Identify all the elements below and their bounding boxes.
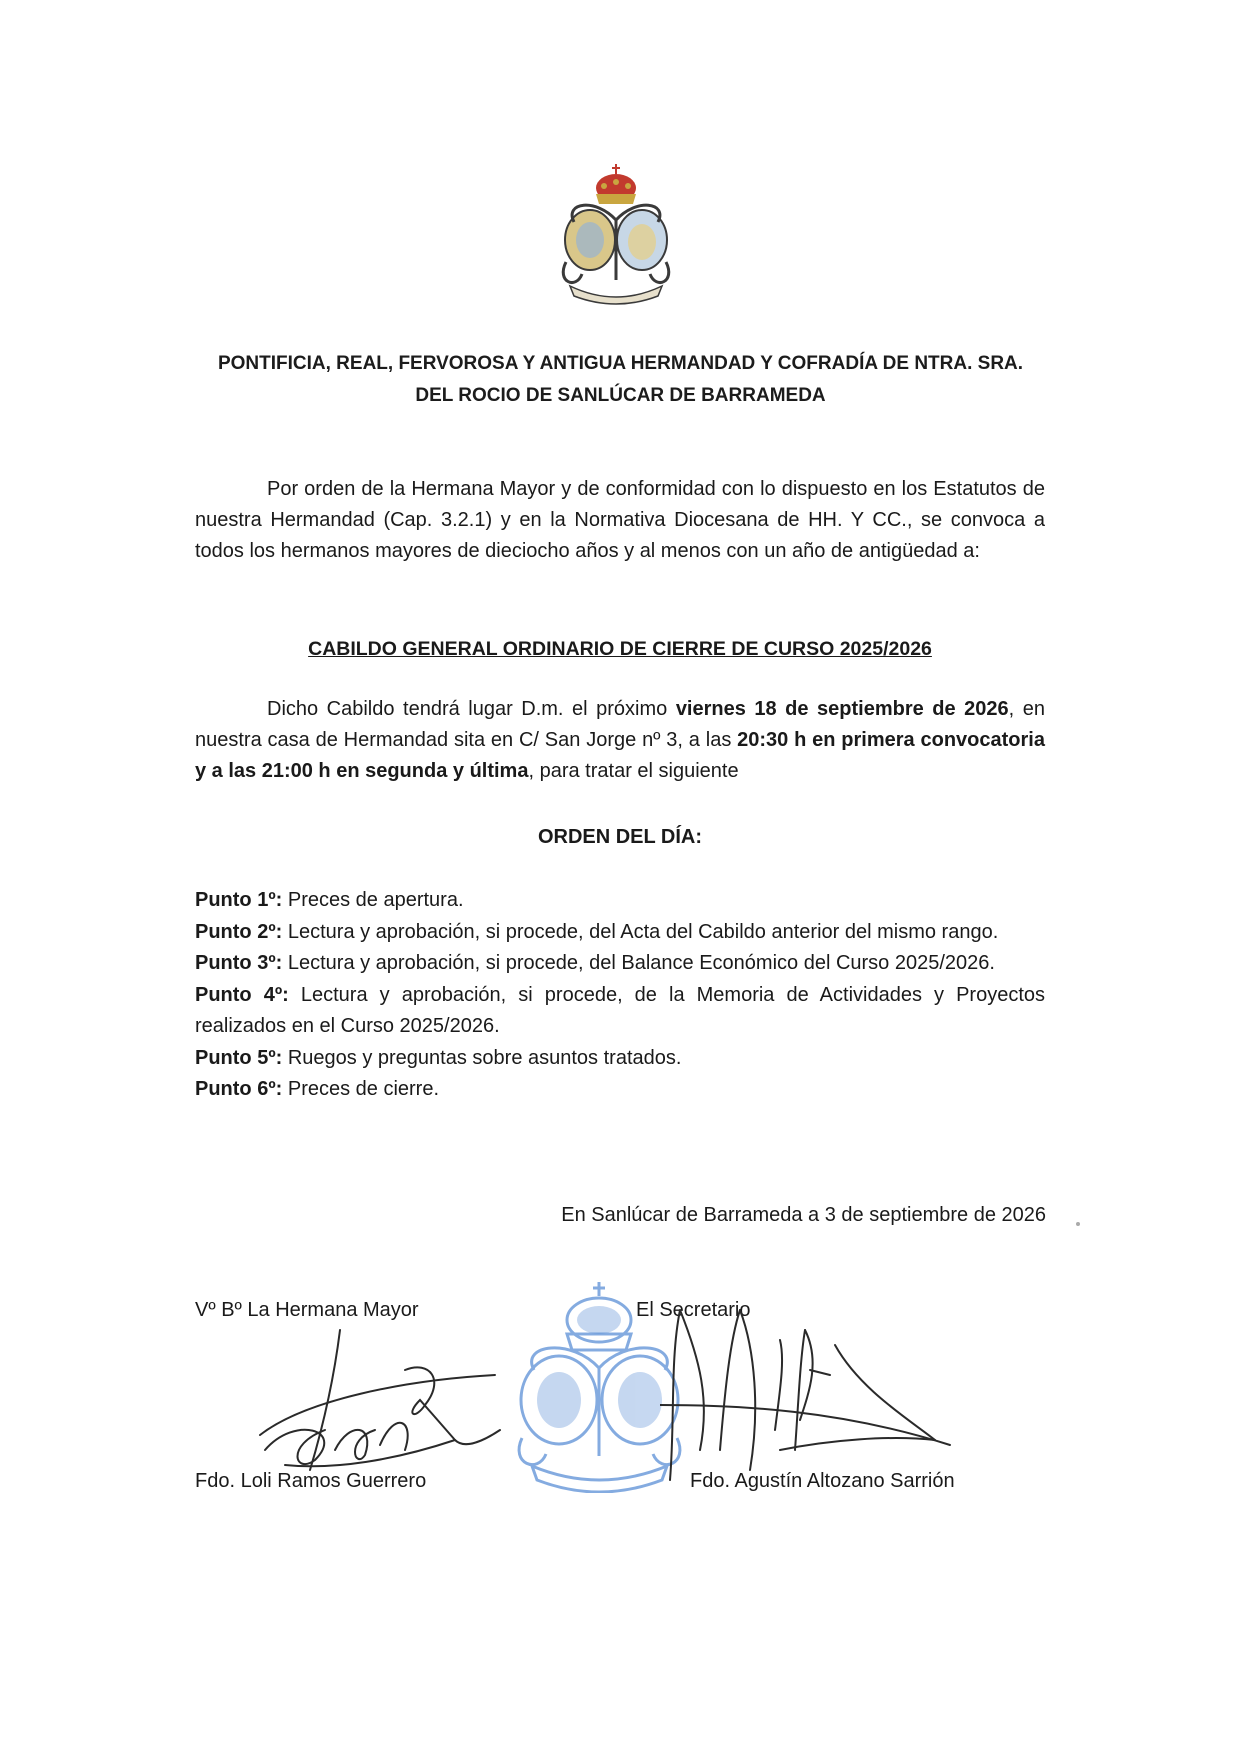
details-text-2: , en nuestra casa de Hermandad sita en C/ San Jorge nº 3, a las — [195, 698, 1046, 751]
place-and-date: En Sanlúcar de Barrameda a 3 de septiembre de 2026 — [561, 1204, 1046, 1226]
agenda-item-text: Preces de apertura. — [282, 889, 464, 911]
agenda-item-text: Lectura y aprobación, si procede, del Acta del Cabildo anterior del mismo rango. — [282, 920, 999, 943]
agenda-item-label: Punto 5º: — [195, 1046, 283, 1069]
agenda-item-label: Punto 4º: — [195, 983, 289, 1006]
brotherhood-crest-icon — [556, 162, 676, 310]
brotherhood-title-line-1: PONTIFICIA, REAL, FERVOROSA Y ANTIGUA HERMANDAD Y COFRADÍA DE NTRA. SRA. — [217, 353, 1024, 374]
agenda-item-1 — [195, 885, 1045, 917]
agenda-item-label: Punto 1º: — [195, 889, 283, 911]
agenda-item-text: Lectura y aprobación, si procede, del Balance Económico del Curso 2025/2026. — [282, 952, 995, 974]
left-signer-name: Fdo. Loli Ramos Guerrero — [195, 1470, 427, 1492]
agenda-title: ORDEN DEL DÍA: — [537, 826, 703, 848]
agenda-item-label: Punto 2º: — [195, 920, 283, 943]
intro-paragraph: Por orden de la Hermana Mayor y de conformidad con lo dispuesto en los Estatutos de nuestra Hermandad (Cap. 3.2.1) y en la Normativa Diocesana de HH. Y CC., se convoca a todos los hermanos mayores de dieciocho años y al menos con un año de antigüedad a: — [195, 478, 1045, 562]
meeting-date: viernes 18 de septiembre de 2026 — [675, 698, 1009, 720]
agenda-list — [195, 885, 1045, 1106]
agenda-item-text: Ruegos y preguntas sobre asuntos tratados. — [282, 1046, 682, 1069]
agenda-item-text: Lectura y aprobación, si procede, de la Memoria de Actividades y Proyectos realizados en el Curso 2025/2026. — [195, 983, 1046, 1037]
right-signer-name: Fdo. Agustín Altozano Sarrión — [690, 1470, 955, 1492]
details-text-3: , para tratar el siguiente — [528, 760, 739, 782]
agenda-item-6 — [195, 1074, 1045, 1106]
left-signer-role: Vº Bº La Hermana Mayor — [195, 1299, 419, 1321]
agenda-item-4 — [195, 980, 1045, 1043]
agenda-item-2 — [195, 917, 1045, 949]
agenda-item-3 — [195, 948, 1045, 980]
meeting-details-paragraph — [195, 694, 1045, 787]
right-signature — [660, 1300, 960, 1490]
scan-speck — [1076, 1222, 1080, 1226]
agenda-item-5 — [195, 1043, 1045, 1075]
agenda-item-text: Preces de cierre. — [282, 1078, 440, 1100]
meeting-title: CABILDO GENERAL ORDINARIO DE CIERRE DE CURSO 2025/2026 — [308, 638, 932, 660]
brotherhood-title-line-2: DEL ROCIO DE SANLÚCAR DE BARRAMEDA — [415, 385, 826, 406]
agenda-item-label: Punto 3º: — [195, 952, 283, 974]
details-text-1: Dicho Cabildo tendrá lugar D.m. el próximo — [267, 698, 676, 720]
agenda-item-label: Punto 6º: — [195, 1078, 283, 1100]
meeting-times: 20:30 h en primera convocatoria y a las 21:00 h en segunda y última — [195, 729, 1045, 782]
right-signer-role: El Secretario — [636, 1299, 751, 1321]
left-signature — [255, 1320, 505, 1480]
